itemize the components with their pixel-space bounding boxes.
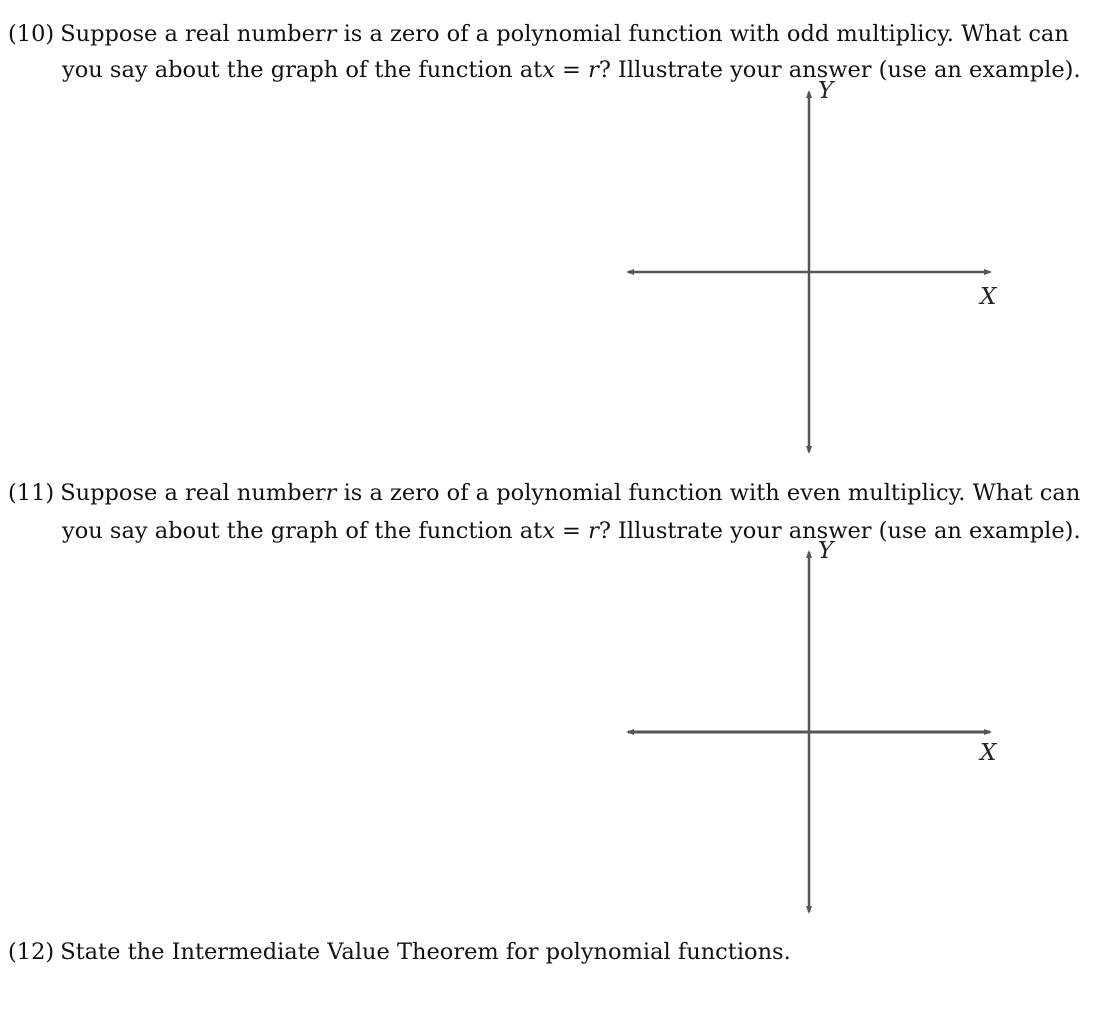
y-axis-top-arrow (806, 90, 812, 98)
question-text: you say about the graph of the function at (62, 518, 543, 544)
y-axis-bottom-arrow (806, 906, 812, 914)
question-12-line-1 (8, 934, 791, 970)
question-text: is a zero of a polynomial function with even multiplicy. What can (336, 480, 1081, 506)
x-axis-left-arrow (626, 729, 634, 735)
question-text: you say about the graph of the function at (62, 57, 543, 83)
answer-axes-10[interactable] (620, 80, 1000, 460)
equation: x = r (542, 518, 599, 544)
y-axis-label: Y (818, 80, 834, 104)
axes-graphic (620, 80, 1000, 460)
question-text: ? Illustrate your answer (use an example). (598, 57, 1081, 83)
y-axis-bottom-arrow (806, 446, 812, 454)
y-axis-label: Y (818, 540, 834, 564)
x-axis-right-arrow (984, 269, 992, 275)
question-text: State the Intermediate Value Theorem for polynomial functions. (60, 939, 791, 965)
question-text: ? Illustrate your answer (use an example). (598, 518, 1081, 544)
answer-axes-11[interactable] (620, 540, 1000, 920)
equation: x = r (542, 57, 599, 83)
question-number: (12) (8, 939, 55, 965)
x-axis-right-arrow (984, 729, 992, 735)
x-axis-label: X (980, 284, 997, 310)
question-text: Suppose a real number (60, 21, 326, 47)
question-text: is a zero of a polynomial function with odd multiplicy. What can (336, 21, 1069, 47)
x-axis-label: X (980, 740, 997, 766)
question-number: (10) (8, 21, 55, 47)
question-number: (11) (8, 480, 55, 506)
question-text: Suppose a real number (60, 480, 326, 506)
variable-r: r (325, 480, 337, 506)
x-axis-left-arrow (626, 269, 634, 275)
question-11-line-1 (8, 475, 1080, 511)
question-10-line-1 (8, 16, 1069, 52)
variable-r: r (325, 21, 337, 47)
y-axis-top-arrow (806, 550, 812, 558)
axes-graphic (620, 540, 1000, 920)
